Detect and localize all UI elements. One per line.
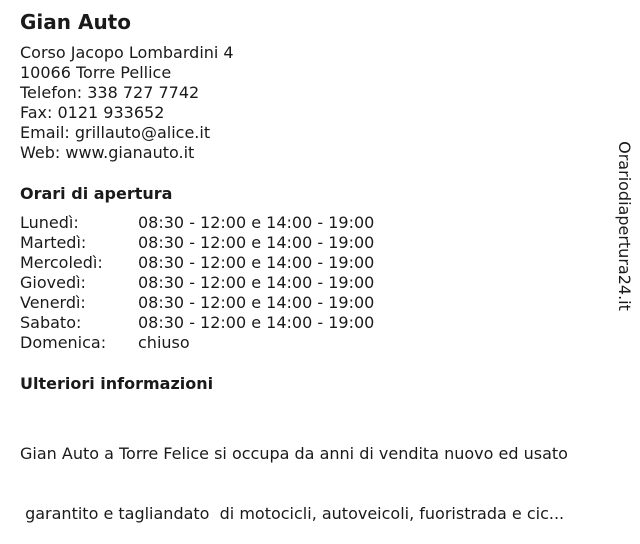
time-range: 08:30 - 12:00 e 14:00 - 19:00: [138, 213, 375, 232]
phone-number: Telefon: 338 727 7742: [20, 83, 200, 102]
opening-hours-heading: Orari di apertura: [20, 184, 173, 203]
business-description: [20, 404, 620, 544]
time-range: chiuso: [138, 333, 190, 352]
time-range: 08:30 - 12:00 e 14:00 - 19:00: [138, 273, 375, 292]
address-street: Corso Jacopo Lombardini 4: [20, 43, 234, 62]
business-name: Gian Auto: [20, 10, 131, 34]
further-info-heading: Ulteriori informazioni: [20, 374, 214, 393]
contact-block: [20, 43, 234, 163]
day-label: Lunedì:: [20, 213, 79, 232]
day-label: Venerdì:: [20, 293, 86, 312]
fax-number: Fax: 0121 933652: [20, 103, 165, 122]
time-range: 08:30 - 12:00 e 14:00 - 19:00: [138, 233, 375, 252]
address-city: 10066 Torre Pellice: [20, 63, 172, 82]
description-line-2: garantito e tagliandato di motocicli, autoveicoli, fuoristrada e cic...: [20, 504, 565, 523]
website-address: Web: www.gianauto.it: [20, 143, 195, 162]
day-label: Martedì:: [20, 233, 87, 252]
email-address: Email: grillauto@alice.it: [20, 123, 211, 142]
day-label: Mercoledì:: [20, 253, 103, 272]
time-range: 08:30 - 12:00 e 14:00 - 19:00: [138, 293, 375, 312]
day-label: Giovedì:: [20, 273, 86, 292]
description-line-1: Gian Auto a Torre Felice si occupa da anni di vendita nuovo ed usato: [20, 444, 568, 463]
time-range: 08:30 - 12:00 e 14:00 - 19:00: [138, 253, 375, 272]
day-label: Sabato:: [20, 313, 82, 332]
time-range: 08:30 - 12:00 e 14:00 - 19:00: [138, 313, 375, 332]
day-label: Domenica:: [20, 333, 107, 352]
site-watermark: Orariodiapertura24.it: [615, 141, 634, 311]
